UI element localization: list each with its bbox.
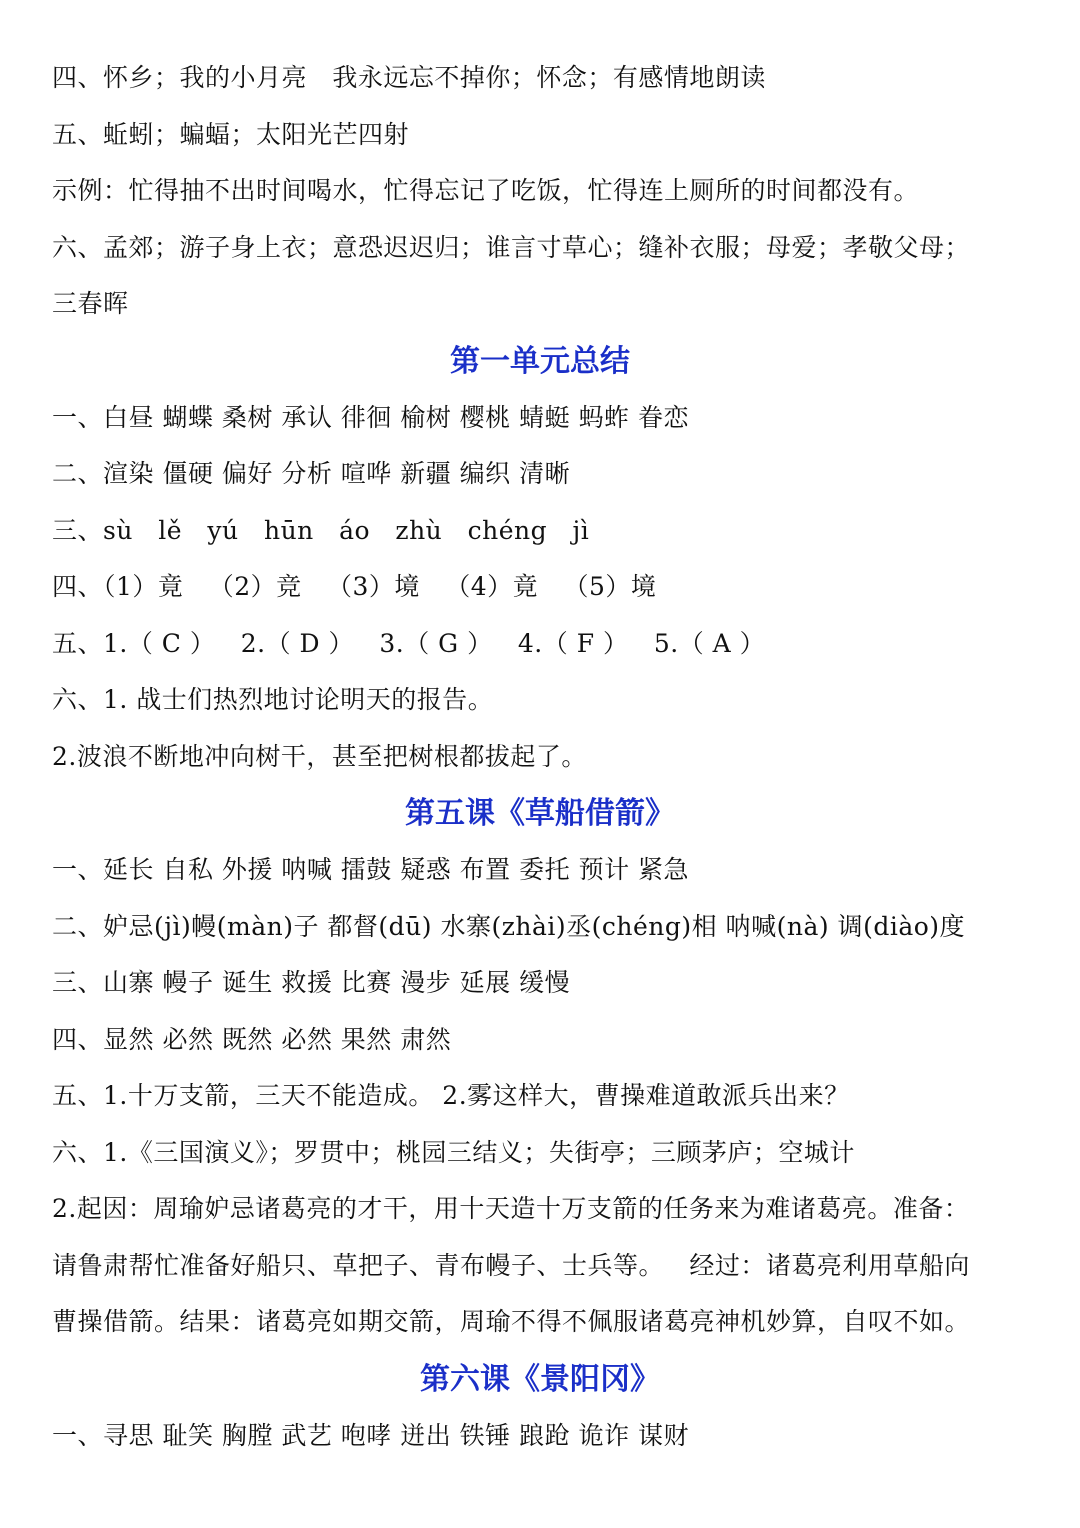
answer-line-6-cont: 三春晖 <box>52 289 129 318</box>
unit1-item-3: 三、sù lě yú hūn áo zhù chéng jì <box>52 515 590 545</box>
answer-line-5: 五、蚯蚓；蝙蝠；太阳光芒四射 <box>52 119 410 149</box>
section-heading-lesson5: 第五课《草船借箭》 <box>405 796 675 831</box>
lesson5-item-6-3: 请鲁肃帮忙准备好船只、草把子、青布幔子、士兵等。 经过：诸葛亮利用草船向 <box>52 1250 970 1280</box>
lesson5-item-6: 六、1.《三国演义》；罗贯中；桃园三结义；失街亭；三顾茅庐；空城计 <box>52 1137 855 1167</box>
answer-line-4: 四、怀乡；我的小月亮 我永远忘不掉你；怀念；有感情地朗读 <box>52 63 766 92</box>
unit1-item-1: 一、白昼 蝴蝶 桑树 承认 徘徊 榆树 樱桃 蜻蜓 蚂蚱 眷恋 <box>52 402 690 432</box>
unit1-item-4: 四、（1）竟 （2）竞 （3）境 （4）竟 （5）境 <box>52 572 657 601</box>
lesson5-item-6-2: 2.起因：周瑜妒忌诸葛亮的才干，用十天造十万支箭的任务来为难诸葛亮。准备： <box>52 1194 970 1223</box>
unit1-item-6: 六、1. 战士们热烈地讨论明天的报告。 <box>52 685 494 714</box>
lesson5-item-1: 一、延长 自私 外援 呐喊 擂鼓 疑惑 布置 委托 预计 紧急 <box>52 855 690 884</box>
section-heading-lesson6: 第六课《景阳冈》 <box>420 1361 660 1397</box>
answer-line-6: 六、孟郊；游子身上衣；意恐迟迟归；谁言寸草心；缝补衣服；母爱；孝敬父母； <box>52 232 971 262</box>
lesson5-item-4: 四、显然 必然 既然 必然 果然 肃然 <box>52 1024 452 1054</box>
lesson5-item-3: 三、山寨 幔子 诞生 救援 比赛 漫步 延展 缓慢 <box>52 968 571 997</box>
section-heading-unit1: 第一单元总结 <box>450 343 630 379</box>
unit1-item-2: 二、渲染 僵硬 偏好 分析 喧哗 新疆 编织 清晰 <box>52 459 571 488</box>
unit1-item-6-2: 2.波浪不断地冲向树干，甚至把树根都拔起了。 <box>52 741 587 771</box>
lesson5-item-5: 五、1.十万支箭，三天不能造成。 2.雾这样大，曹操难道敢派兵出来？ <box>52 1081 850 1110</box>
unit1-item-5: 五、1.（ C ） 2.（ D ） 3.（ G ） 4.（ F ） 5.（ A ） <box>52 628 766 658</box>
lesson6-item-1: 一、寻思 耻笑 胸膛 武艺 咆哮 迸出 铁锤 踉跄 诡诈 谋财 <box>52 1420 690 1450</box>
lesson5-item-6-4: 曹操借箭。结果：诸葛亮如期交箭，周瑜不得不佩服诸葛亮神机妙算，自叹不如。 <box>52 1307 971 1336</box>
answer-example: 示例：忙得抽不出时间喝水，忙得忘记了吃饭，忙得连上厕所的时间都没有。 <box>52 176 920 205</box>
lesson5-item-2: 二、妒忌(jì)幔(màn)子 都督(dū) 水寨(zhài)丞(chéng)相 呐喊(nà) 调(diào)度 <box>52 911 966 941</box>
